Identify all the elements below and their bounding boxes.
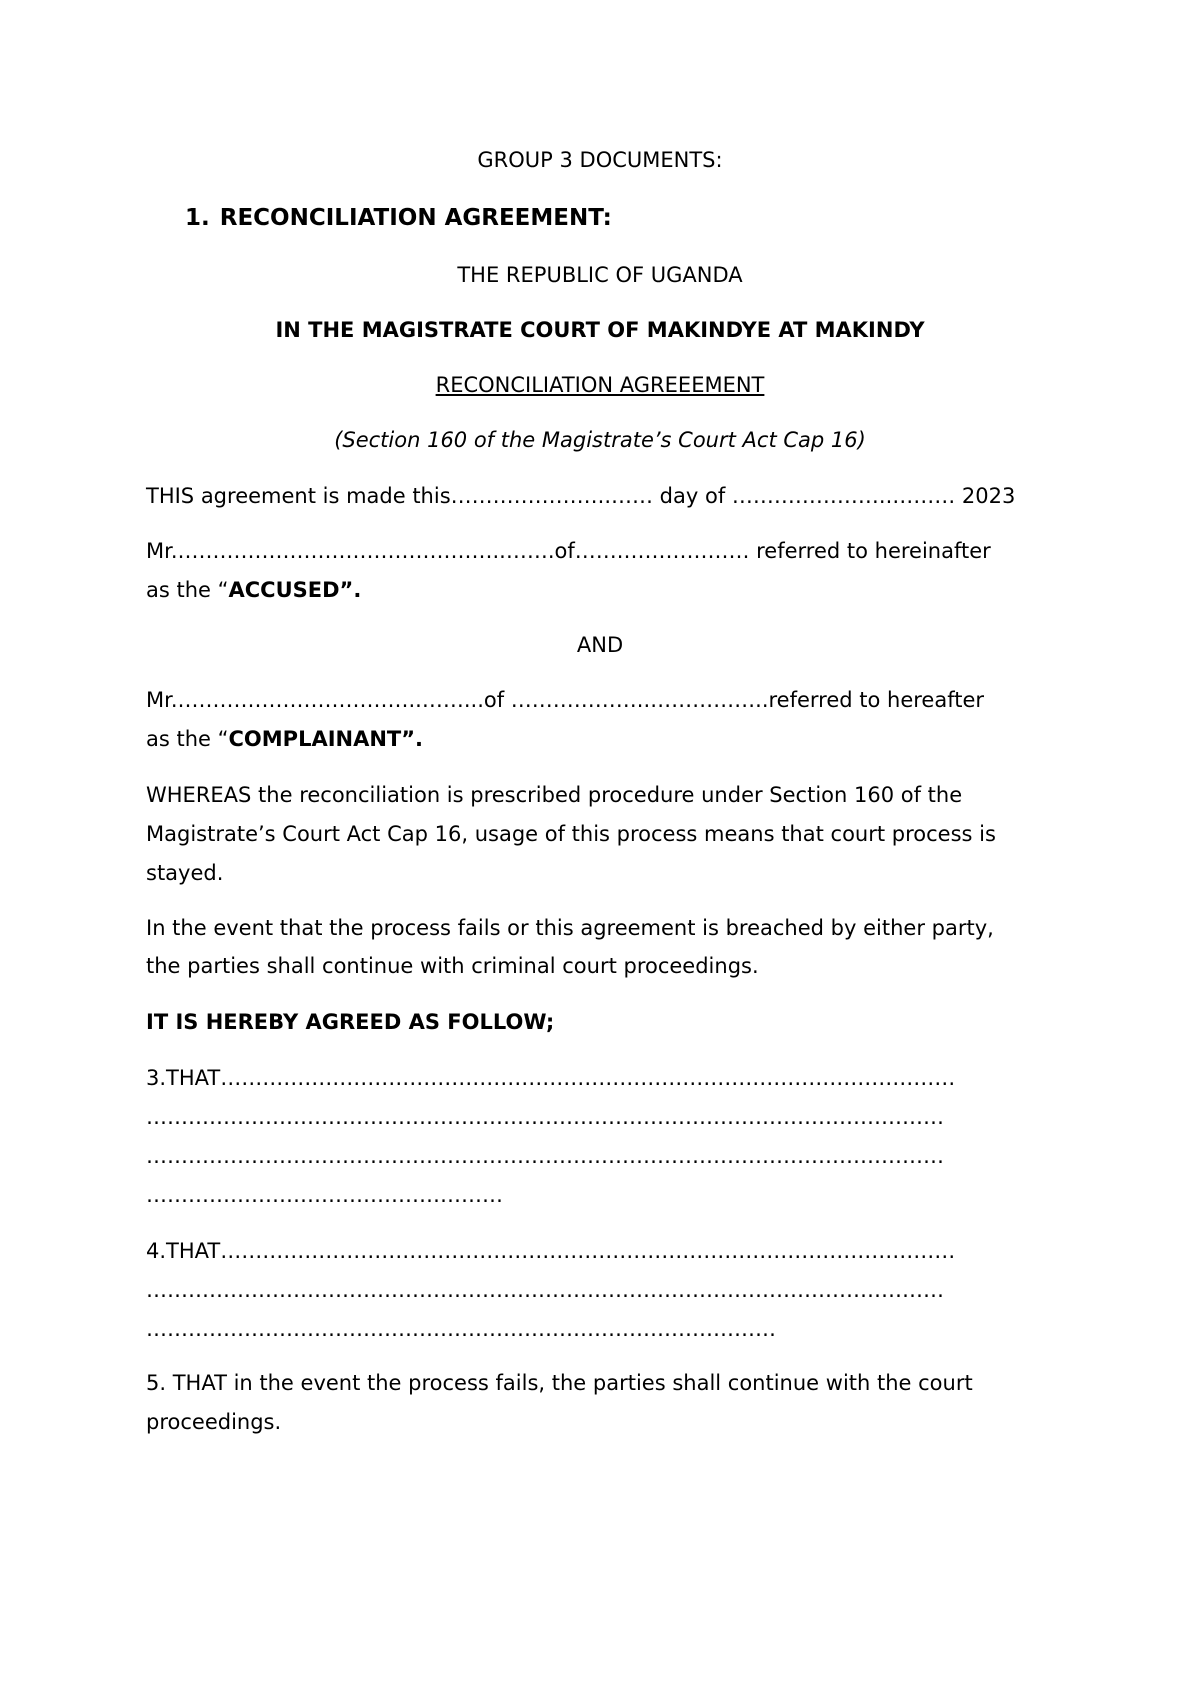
court-heading: IN THE MAGISTRATE COURT OF MAKINDYE AT MAKINDY — [275, 318, 925, 342]
clause-3-line-2: …………………………………………………………………………………………………… — [146, 1105, 944, 1129]
whereas-line-2: Magistrate’s Court Act Cap 16, usage of this process means that court process is — [146, 822, 996, 846]
agreement-title: RECONCILIATION AGREEEMENT — [435, 373, 765, 397]
clause-3-line-4: …………………………………………… — [146, 1183, 503, 1207]
accused-label: ACCUSED”. — [228, 578, 362, 602]
republic-heading: THE REPUBLIC OF UGANDA — [457, 263, 743, 287]
clause-3-line-1: 3.THAT…………………………………………………………………………………………… — [146, 1066, 956, 1090]
complainant-label: COMPLAINANT”. — [228, 727, 424, 751]
whereas-line-1: WHEREAS the reconciliation is prescribed procedure under Section 160 of the — [146, 783, 963, 807]
clause-4-line-2: …………………………………………………………………………………………………… — [146, 1278, 944, 1302]
clause-3-line-3: …………………………………………………………………………………………………… — [146, 1144, 944, 1168]
event-line-2: the parties shall continue with criminal court proceedings. — [146, 954, 759, 978]
accused-line-2 — [146, 580, 361, 601]
section-heading — [185, 207, 612, 230]
whereas-line-3: stayed. — [146, 861, 224, 885]
clause-5-line-1: 5. THAT in the event the process fails, the parties shall continue with the court — [146, 1371, 973, 1395]
event-line-1: In the event that the process fails or this agreement is breached by either party, — [146, 916, 994, 940]
section-number: 1. — [185, 205, 210, 231]
and-separator: AND — [576, 633, 624, 657]
clause-4-line-1: 4.THAT…………………………………………………………………………………………… — [146, 1239, 956, 1263]
made-line: THIS agreement is made this…………………..…… day of …………………..……… 2023 — [146, 484, 1016, 508]
complainant-prefix: as the “ — [146, 727, 229, 751]
complainant-line-1: Mr.……………………………..……...of ………………..……………..referred to hereafter — [146, 688, 985, 712]
complainant-line-2 — [146, 729, 423, 750]
group-title: GROUP 3 DOCUMENTS: — [477, 148, 723, 172]
agreed-heading: IT IS HEREBY AGREED AS FOLLOW; — [146, 1010, 555, 1034]
accused-line-1: Mr.………………………………………..…….of…….……………… referred to hereinafter — [146, 539, 991, 563]
clause-4-line-3: ……………………………………………………………………………… — [146, 1317, 776, 1341]
accused-prefix: as the “ — [146, 578, 229, 602]
clause-5-line-2: proceedings. — [146, 1410, 282, 1434]
section-reference: (Section 160 of the Magistrate’s Court Act Cap 16) — [334, 428, 866, 452]
section-title: RECONCILIATION AGREEMENT: — [219, 205, 612, 231]
